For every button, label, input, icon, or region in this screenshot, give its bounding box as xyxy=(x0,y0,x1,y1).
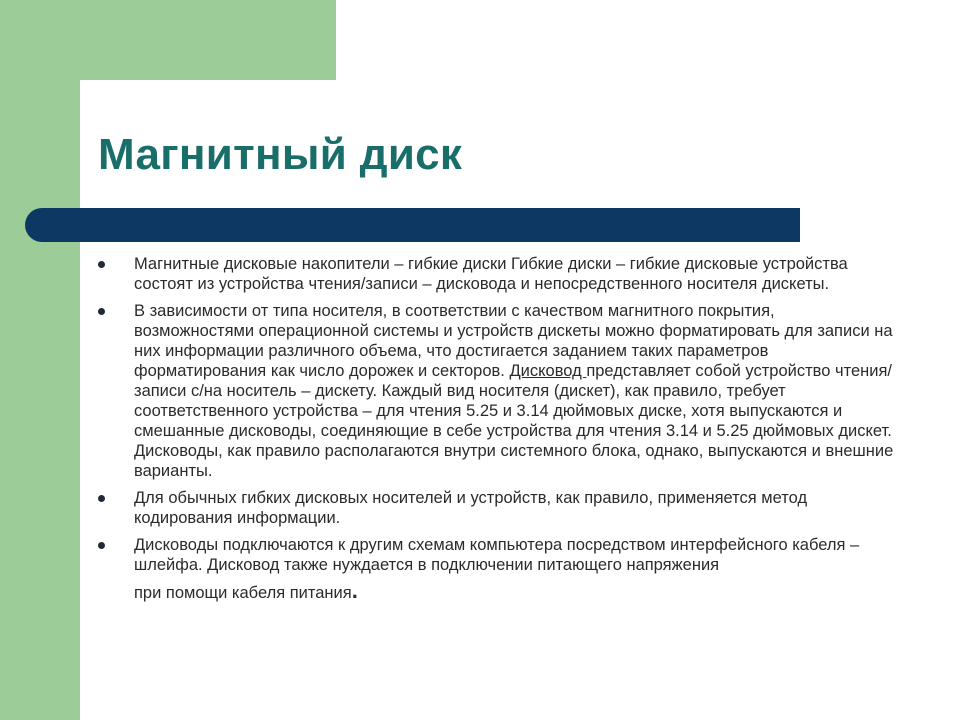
bullet-dot-icon xyxy=(98,542,105,549)
diskovod-link[interactable]: Дисковод xyxy=(509,362,587,380)
bullet-item-4 xyxy=(98,535,898,603)
bullet-text-4-last-line xyxy=(134,578,898,603)
bullet-text-1: Магнитные дисковые накопители – гибкие диски Гибкие диски – гибкие дисковые устройства состоят из устройства чтения/записи – дисковода и непосредственного носителя дискеты. xyxy=(134,255,848,293)
bullet-text-4-last-line-text: при помощи кабеля питания xyxy=(134,584,352,602)
bullet-item-3 xyxy=(98,488,898,528)
top-accent-block xyxy=(80,0,336,80)
end-period: . xyxy=(351,578,358,603)
bullet-dot-icon xyxy=(98,495,105,502)
bullet-list xyxy=(98,254,898,610)
bullet-item-1 xyxy=(98,254,898,294)
slide-title: Магнитный диск xyxy=(98,130,463,179)
bullet-text-2-before: В зависимости от типа носителя, в соответствии с качеством магнитного покрытия, возможностями операционной системы и устройств дискеты можно форматировать для записи на них информации различного объема, что достигается заданием таких параметров форматирования как число дорожек и секторов. xyxy=(134,302,893,380)
left-accent-bar xyxy=(0,0,80,720)
bullet-dot-icon xyxy=(98,308,105,315)
bullet-text-4: Дисководы подключаются к другим схемам компьютера посредством интерфейсного кабеля – шлейфа. Дисковод также нуждается в подключении питающего напряжения xyxy=(134,536,860,574)
bullet-item-2 xyxy=(98,301,898,481)
bullet-text-2-after: представляет собой устройство чтения/записи с/на носитель – дискету. Каждый вид носителя (дискет), как правило, требует соответственного устройства – для чтения 5.25 и 3.14 дюймовых диске, хотя выпускаются и смешанные дисководы, соединяющие в себе устройства для чтения 3.14 и 5.25 дюймовых дискет. Дисководы, как правило располагаются внутри системного блока, однако, выпускаются и внешние варианты. xyxy=(134,362,894,480)
title-underline-band xyxy=(25,208,800,242)
bullet-text-3: Для обычных гибких дисковых носителей и устройств, как правило, применяется метод кодирования информации. xyxy=(134,489,808,527)
bullet-dot-icon xyxy=(98,261,105,268)
